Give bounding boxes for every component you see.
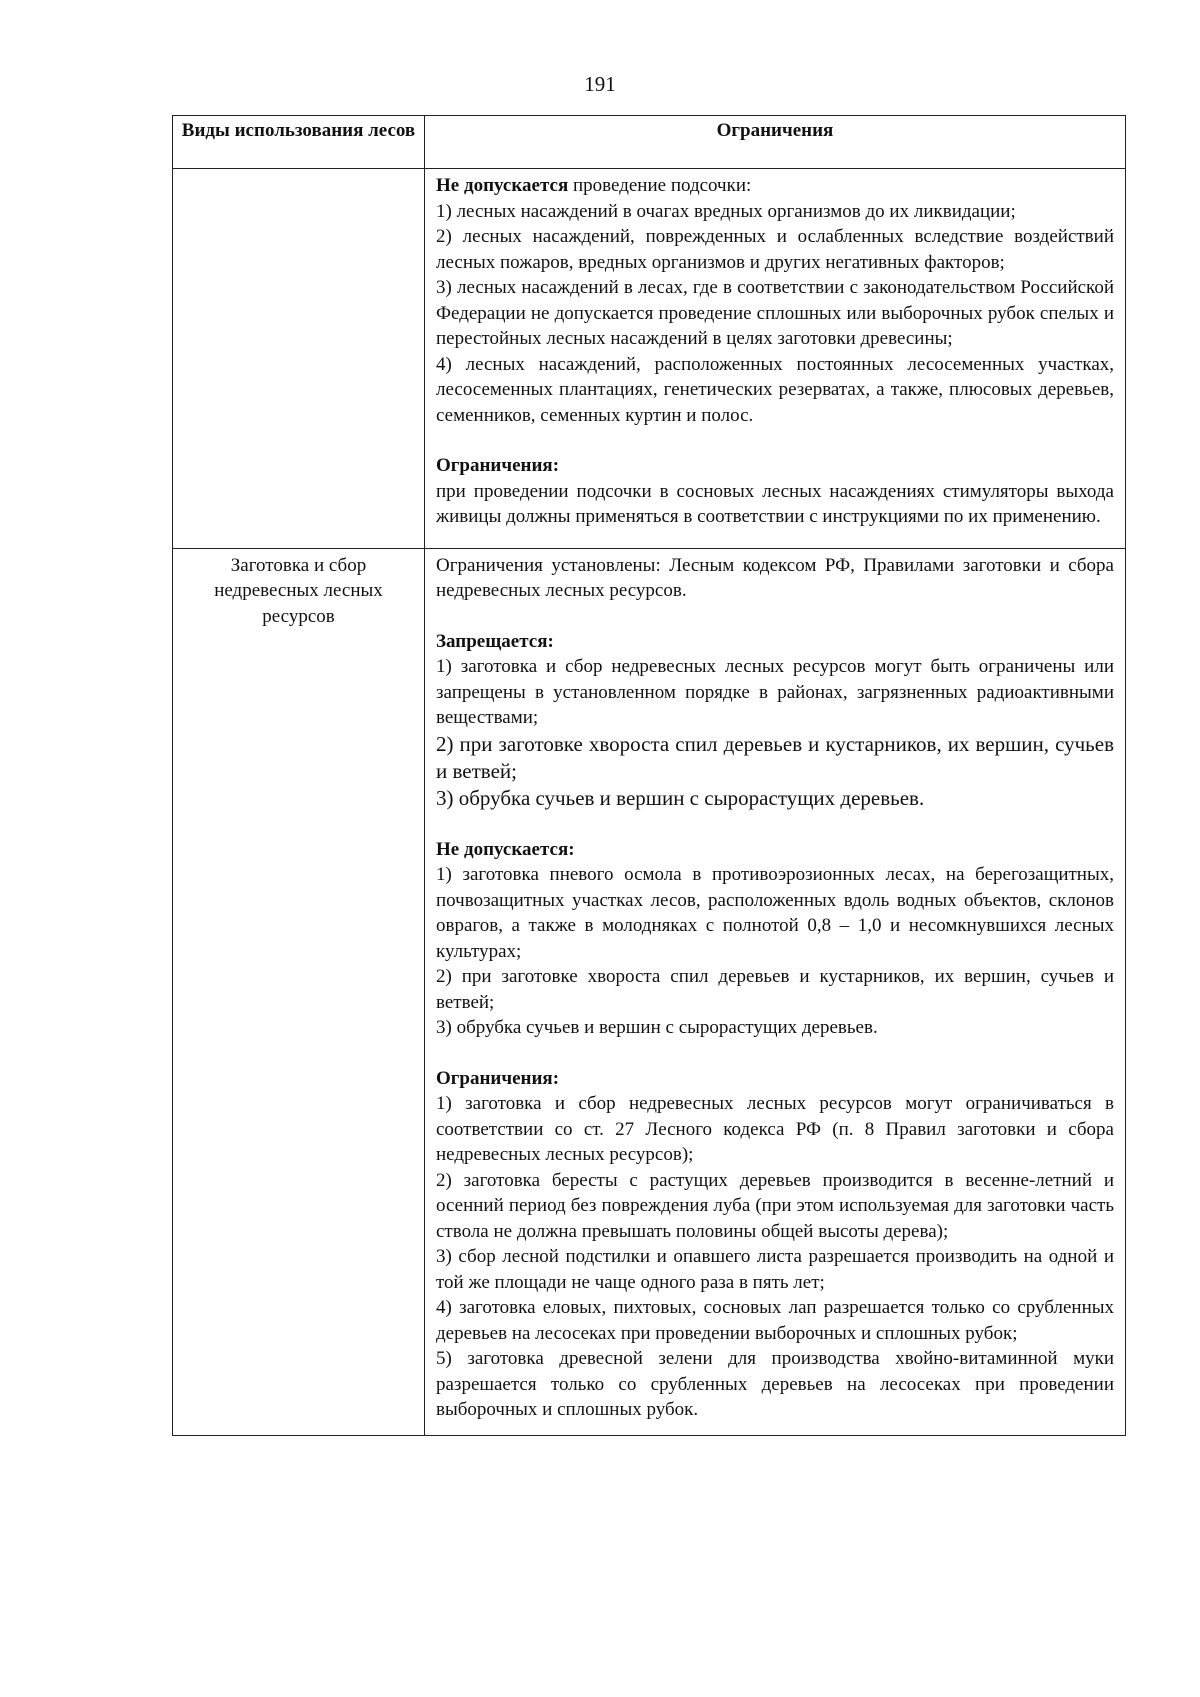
header-restrictions: Ограничения	[425, 116, 1126, 169]
list-item: 1) лесных насаждений в очагах вредных организмов до их ликвидации;	[436, 200, 1016, 222]
restrictions-table	[172, 115, 1126, 1436]
section-heading: Запрещается:	[436, 630, 554, 652]
section-heading: Не допускается:	[436, 838, 575, 860]
list-item: 3) обрубка сучьев и вершин с сырорастущих деревьев.	[436, 1017, 878, 1038]
restrictions-cell	[425, 169, 1126, 549]
forest-use-type-cell: Заготовка и сбор недревесных лесных ресурсов	[173, 548, 425, 1435]
list-item: 2) при заготовке хвороста спил деревьев и кустарников, их вершин, сучьев и ветвей;	[436, 966, 1114, 1013]
page-number: 191	[584, 72, 616, 96]
not-allowed-label: Не допускается	[436, 175, 569, 196]
table-header-row	[173, 116, 1126, 169]
list-item: 3) сбор лесной подстилки и опавшего листа разрешается производить на одной и той же площади не чаще одного раза в пять лет;	[436, 1246, 1114, 1293]
section-heading: Ограничения:	[436, 455, 560, 476]
list-item: 2) заготовка бересты с растущих деревьев производится в весенне-летний и осенний период без повреждения луба (при этом используемая для заготовки часть ствола не должна превышать половины общей высоты дерева);	[436, 1169, 1114, 1242]
list-item: 3) лесных насаждений в лесах, где в соответствии с законодательством Российской Федерации не допускается проведение сплошных или выборочных рубок спелых и перестойных лесных насаждений в целях заготовки древесины;	[436, 277, 1114, 349]
paragraph: при проведении подсочки в сосновых лесных насаждениях стимуляторы выхода живицы должны применяться в соответствии с инструкциями по их применению.	[436, 480, 1114, 527]
list-item: 2) лесных насаждений, поврежденных и ослабленных вследствие воздействий лесных пожаров, вредных организмов и других негативных факторов;	[436, 226, 1114, 273]
section-heading: Ограничения:	[436, 1067, 560, 1089]
list-item: 3) обрубка сучьев и вершин с сырорастущих деревьев.	[436, 785, 925, 810]
list-item: 5) заготовка древесной зелени для производства хвойно-витаминной муки разрешается только со срубленных деревьев на лесосеках при проведении выборочных и сплошных рубок.	[436, 1348, 1114, 1420]
header-forest-use-types: Виды использования лесов	[173, 116, 425, 169]
paragraph: Ограничения установлены: Лесным кодексом РФ, Правилами заготовки и сбора недревесных лесных ресурсов.	[436, 554, 1114, 601]
list-item: 2) при заготовке хвороста спил деревьев и кустарников, их вершин, сучьев и ветвей;	[436, 731, 1114, 783]
list-item: 1) заготовка и сбор недревесных лесных ресурсов могут быть ограничены или запрещены в установленном порядке в районах, загрязненных радиоактивными веществами;	[436, 656, 1114, 728]
restrictions-cell	[425, 548, 1126, 1435]
table-row	[173, 169, 1126, 549]
list-item: 1) заготовка и сбор недревесных лесных ресурсов могут ограничиваться в соответствии со ст. 27 Лесного кодекса РФ (п. 8 Правил заготовки и сбора недревесных лесных ресурсов);	[436, 1093, 1114, 1165]
list-item: 4) заготовка еловых, пихтовых, сосновых лап разрешается только со срубленных деревьев на лесосеках при проведении выборочных и сплошных рубок;	[436, 1297, 1114, 1344]
tapping-intro: Не допускается проведение подсочки:	[436, 175, 752, 196]
forest-use-type-cell	[173, 169, 425, 549]
table-row	[173, 548, 1126, 1435]
list-item: 1) заготовка пневого осмола в противоэрозионных лесах, на берегозащитных, почвозащитных участках лесов, расположенных вдоль водных объектов, склонов оврагов, а также в молодняках с полнотой 0,8 – 1,0 и несомкнувшихся лесных культурах;	[436, 864, 1114, 962]
list-item: 4) лесных насаждений, расположенных постоянных лесосеменных участках, лесосеменных плантациях, генетических резерватах, а также, плюсовых деревьев, семенников, семенных куртин и полос.	[436, 353, 1114, 426]
